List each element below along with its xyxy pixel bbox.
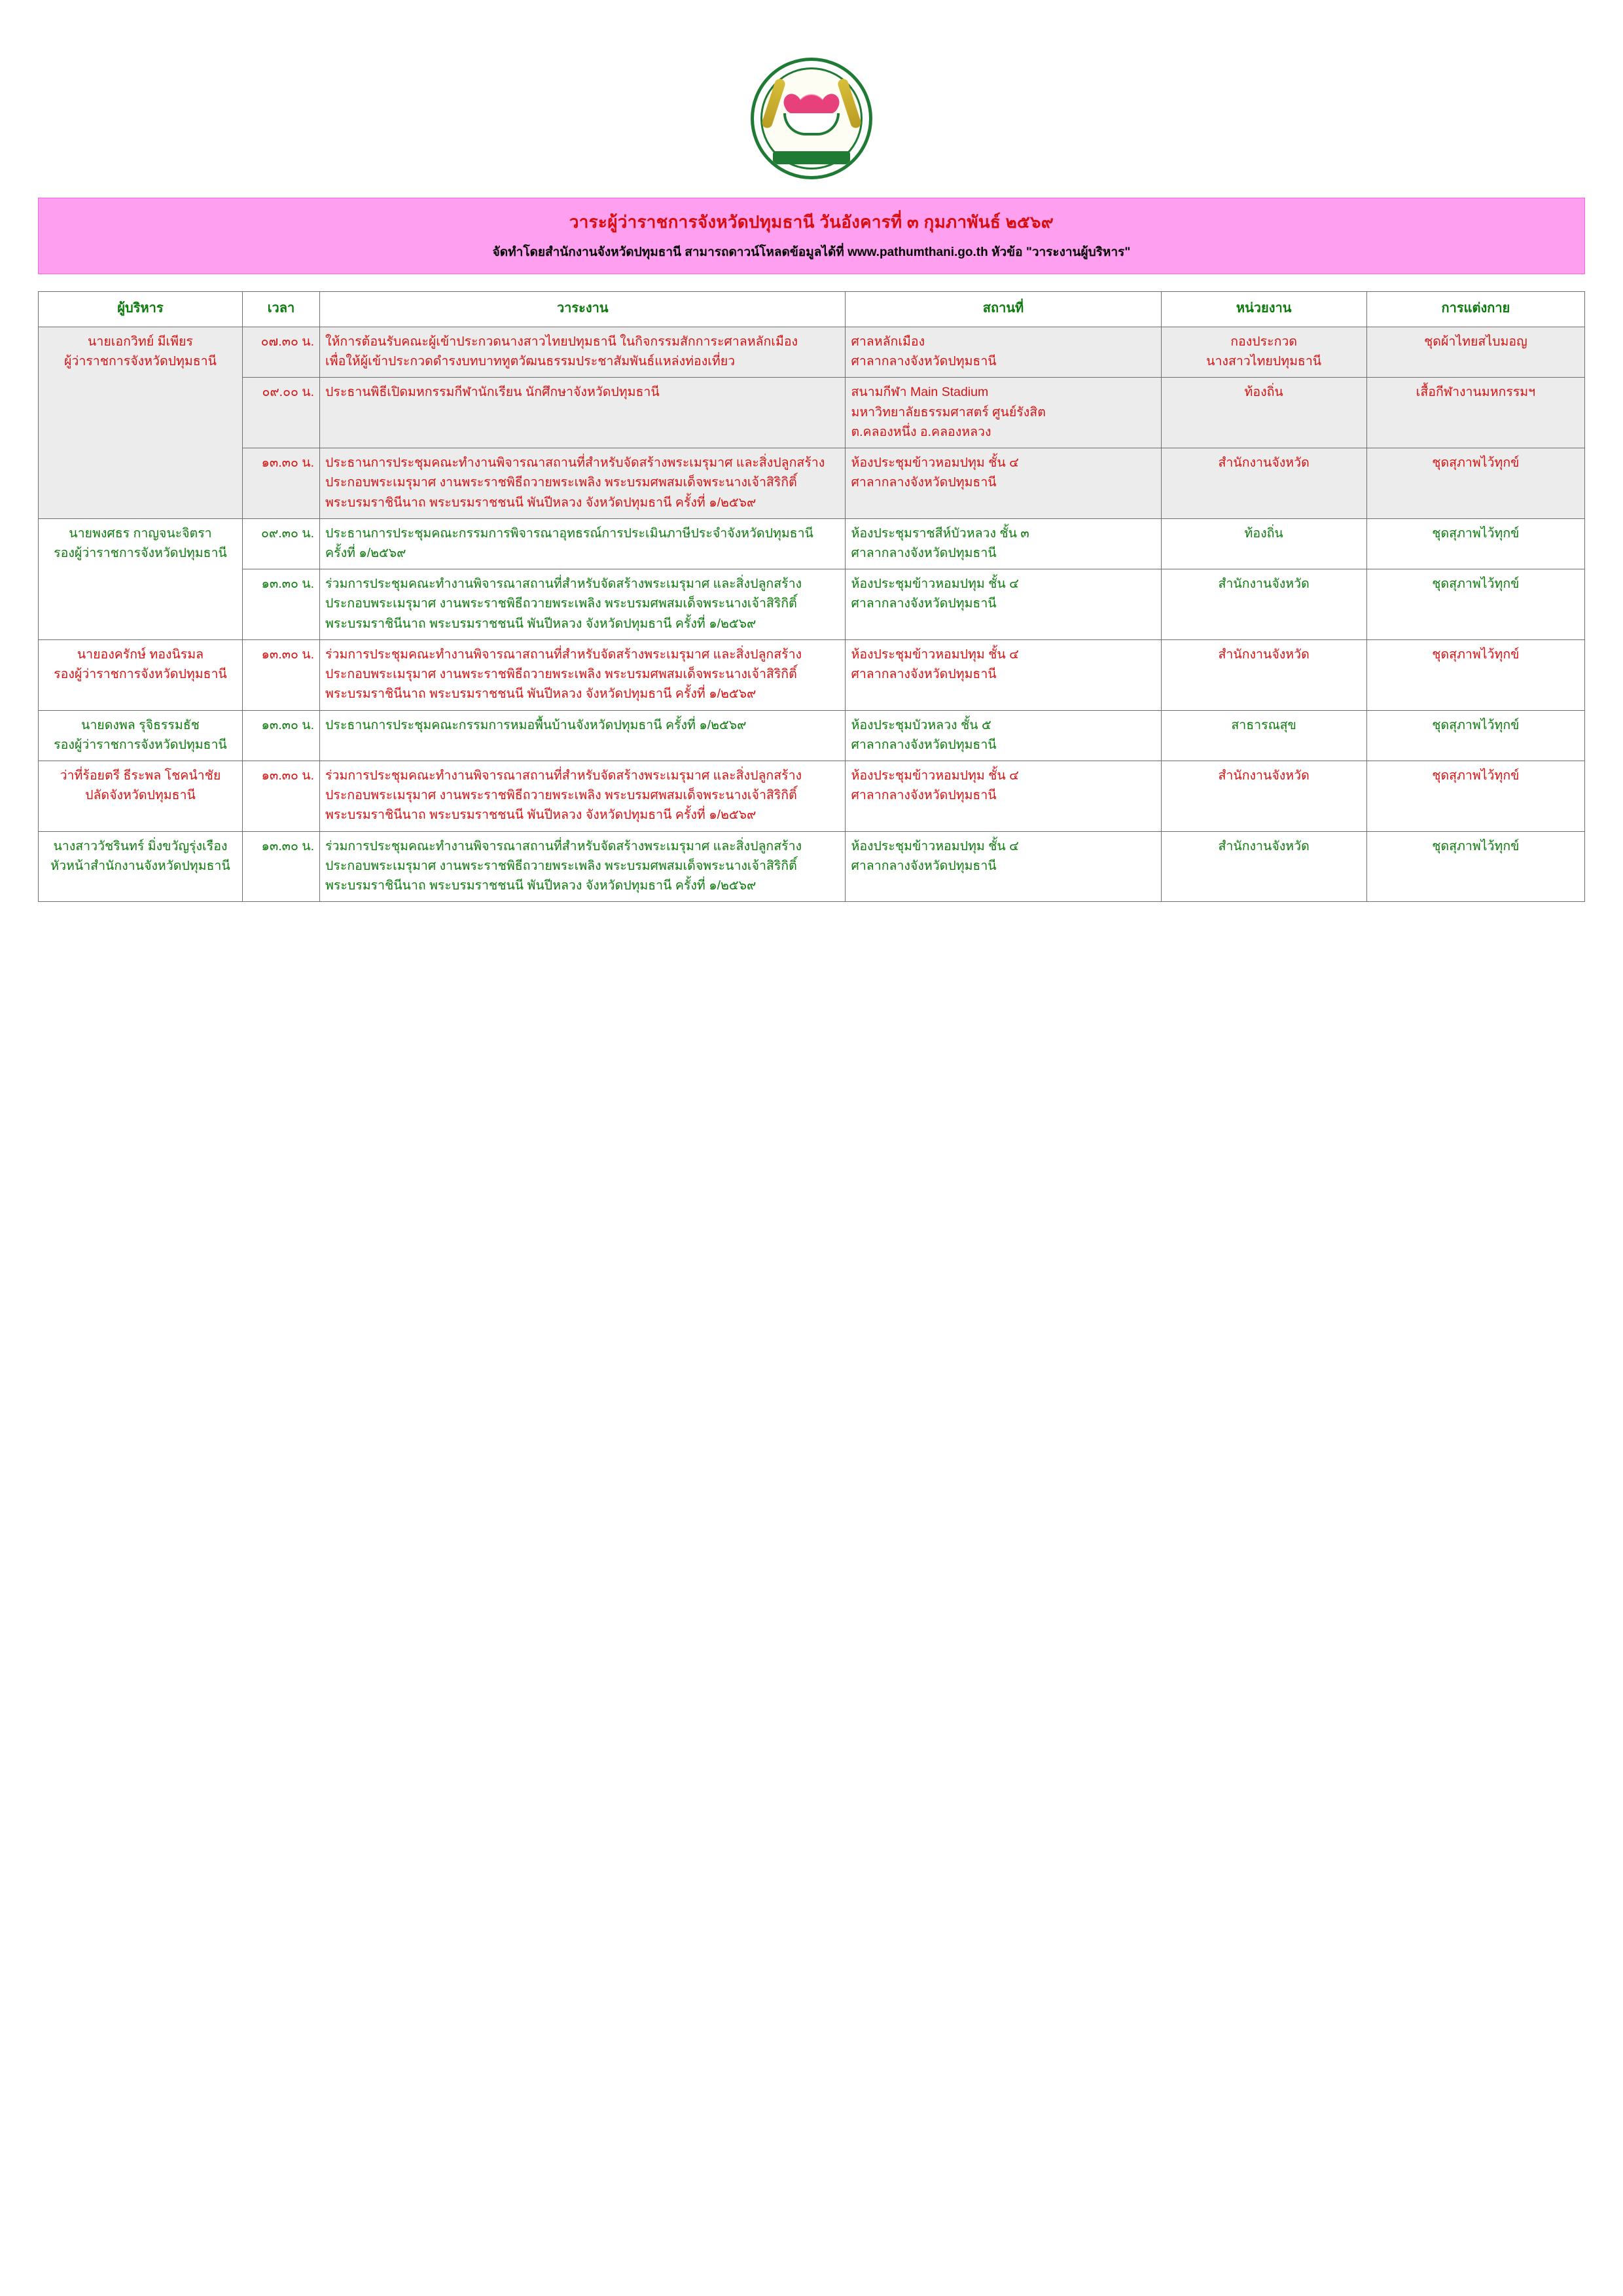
time-cell: ๐๗.๓๐ น.	[242, 327, 319, 378]
executive-cell	[39, 761, 243, 831]
executive-name: นายดงพล รุจิธรรมธัช	[81, 717, 200, 732]
dress-code-cell: ชุดสุภาพไว้ทุกข์	[1366, 710, 1584, 761]
organization-cell: สำนักงานจังหวัด	[1161, 639, 1366, 710]
executive-title: รองผู้ว่าราชการจังหวัดปทุมธานี	[54, 737, 227, 752]
executive-title: รองผู้ว่าราชการจังหวัดปทุมธานี	[54, 667, 227, 682]
dress-code-cell: ชุดสุภาพไว้ทุกข์	[1366, 569, 1584, 640]
organization-cell: สำนักงานจังหวัด	[1161, 761, 1366, 831]
executive-title: ผู้ว่าราชการจังหวัดปทุมธานี	[64, 354, 217, 369]
time-cell: ๑๓.๓๐ น.	[242, 639, 319, 710]
executive-name: นายเอกวิทย์ มีเพียร	[88, 334, 193, 349]
emblem-container	[38, 0, 1585, 198]
task-cell: ให้การต้อนรับคณะผู้เข้าประกวดนางสาวไทยปทุมธานี ในกิจกรรมสักการะศาลหลักเมือง เพื่อให้ผู้เข้าประกวดดำรงบทบาททูตวัฒนธรรมประชาสัมพันธ์แหล่งท่องเที่ยว	[320, 327, 846, 378]
place-cell: ห้องประชุมราชสีห์บัวหลวง ชั้น ๓ ศาลากลางจังหวัดปทุมธานี	[846, 518, 1161, 569]
column-header-time: เวลา	[242, 292, 319, 327]
table-row	[39, 710, 1585, 761]
time-cell: ๑๓.๓๐ น.	[242, 569, 319, 640]
task-cell: ร่วมการประชุมคณะทำงานพิจารณาสถานที่สำหรับจัดสร้างพระเมรุมาศ และสิ่งปลูกสร้าง ประกอบพระเมรุมาศ งานพระราชพิธีถวายพระเพลิง พระบรมศพสมเด็จพระนางเจ้าสิริกิติ์ พระบรมราชินีนาถ พระบรมราชชนนี พันปีหลวง จังหวัดปทุมธานี ครั้งที่ ๑/๒๕๖๙	[320, 761, 846, 831]
organization-cell: ท้องถิ่น	[1161, 378, 1366, 448]
time-cell: ๑๓.๓๐ น.	[242, 831, 319, 902]
organization-cell: สำนักงานจังหวัด	[1161, 569, 1366, 640]
place-cell: ห้องประชุมบัวหลวง ชั้น ๕ ศาลากลางจังหวัดปทุมธานี	[846, 710, 1161, 761]
column-header-dress-code: การแต่งกาย	[1366, 292, 1584, 327]
table-header-row	[39, 292, 1585, 327]
organization-cell: สาธารณสุข	[1161, 710, 1366, 761]
executive-title: ปลัดจังหวัดปทุมธานี	[85, 788, 196, 803]
agenda-table-body	[39, 327, 1585, 902]
dress-code-cell: ชุดสุภาพไว้ทุกข์	[1366, 761, 1584, 831]
task-cell: ประธานการประชุมคณะทำงานพิจารณาสถานที่สำหรับจัดสร้างพระเมรุมาศ และสิ่งปลูกสร้าง ประกอบพระเมรุมาศ งานพระราชพิธีถวายพระเพลิง พระบรมศพสมเด็จพระนางเจ้าสิริกิติ์ พระบรมราชินีนาถ พระบรมราชชนนี พันปีหลวง จังหวัดปทุมธานี ครั้งที่ ๑/๒๕๖๙	[320, 448, 846, 519]
table-row	[39, 378, 1585, 448]
organization-cell: กองประกวด นางสาวไทยปทุมธานี	[1161, 327, 1366, 378]
table-row	[39, 327, 1585, 378]
place-cell: ห้องประชุมข้าวหอมปทุม ชั้น ๔ ศาลากลางจังหวัดปทุมธานี	[846, 831, 1161, 902]
executive-title: รองผู้ว่าราชการจังหวัดปทุมธานี	[54, 545, 227, 560]
executive-name: นายองครักษ์ ทองนิรมล	[77, 647, 204, 662]
place-cell: ศาลหลักเมือง ศาลากลางจังหวัดปทุมธานี	[846, 327, 1161, 378]
time-cell: ๐๙.๐๐ น.	[242, 378, 319, 448]
place-cell: ห้องประชุมข้าวหอมปทุม ชั้น ๔ ศาลากลางจังหวัดปทุมธานี	[846, 639, 1161, 710]
place-cell: ห้องประชุมข้าวหอมปทุม ชั้น ๔ ศาลากลางจังหวัดปทุมธานี	[846, 569, 1161, 640]
time-cell: ๐๙.๓๐ น.	[242, 518, 319, 569]
task-cell: ร่วมการประชุมคณะทำงานพิจารณาสถานที่สำหรับจัดสร้างพระเมรุมาศ และสิ่งปลูกสร้าง ประกอบพระเมรุมาศ งานพระราชพิธีถวายพระเพลิง พระบรมศพสมเด็จพระนางเจ้าสิริกิติ์ พระบรมราชินีนาถ พระบรมราชชนนี พันปีหลวง จังหวัดปทุมธานี ครั้งที่ ๑/๒๕๖๙	[320, 831, 846, 902]
executive-title: หัวหน้าสำนักงานจังหวัดปทุมธานี	[50, 858, 230, 873]
pathum-thani-provincial-emblem-icon	[751, 58, 872, 179]
organization-cell: ท้องถิ่น	[1161, 518, 1366, 569]
task-cell: ร่วมการประชุมคณะทำงานพิจารณาสถานที่สำหรับจัดสร้างพระเมรุมาศ และสิ่งปลูกสร้าง ประกอบพระเมรุมาศ งานพระราชพิธีถวายพระเพลิง พระบรมศพสมเด็จพระนางเจ้าสิริกิติ์ พระบรมราชินีนาถ พระบรมราชชนนี พันปีหลวง จังหวัดปทุมธานี ครั้งที่ ๑/๒๕๖๙	[320, 639, 846, 710]
executive-name: นางสาววัชรินทร์ มิ่งขวัญรุ่งเรือง	[53, 838, 228, 853]
task-cell: ร่วมการประชุมคณะทำงานพิจารณาสถานที่สำหรับจัดสร้างพระเมรุมาศ และสิ่งปลูกสร้าง ประกอบพระเมรุมาศ งานพระราชพิธีถวายพระเพลิง พระบรมศพสมเด็จพระนางเจ้าสิริกิติ์ พระบรมราชินีนาถ พระบรมราชชนนี พันปีหลวง จังหวัดปทุมธานี ครั้งที่ ๑/๒๕๖๙	[320, 569, 846, 640]
column-header-organization: หน่วยงาน	[1161, 292, 1366, 327]
dress-code-cell: ชุดสุภาพไว้ทุกข์	[1366, 518, 1584, 569]
place-cell: ห้องประชุมข้าวหอมปทุม ชั้น ๔ ศาลากลางจังหวัดปทุมธานี	[846, 761, 1161, 831]
executive-name: นายพงศธร กาญจนะจิตรา	[69, 526, 212, 541]
organization-cell: สำนักงานจังหวัด	[1161, 448, 1366, 519]
table-row	[39, 569, 1585, 640]
dress-code-cell: ชุดสุภาพไว้ทุกข์	[1366, 831, 1584, 902]
table-row	[39, 761, 1585, 831]
place-cell: สนามกีฬา Main Stadium มหาวิทยาลัยธรรมศาสตร์ ศูนย์รังสิต ต.คลองหนึ่ง อ.คลองหลวง	[846, 378, 1161, 448]
table-row	[39, 518, 1585, 569]
column-header-executive: ผู้บริหาร	[39, 292, 243, 327]
place-cell: ห้องประชุมข้าวหอมปทุม ชั้น ๔ ศาลากลางจังหวัดปทุมธานี	[846, 448, 1161, 519]
executive-cell	[39, 639, 243, 710]
dress-code-cell: ชุดผ้าไทยสไบมอญ	[1366, 327, 1584, 378]
task-cell: ประธานพิธีเปิดมหกรรมกีฬานักเรียน นักศึกษาจังหวัดปทุมธานี	[320, 378, 846, 448]
time-cell: ๑๓.๓๐ น.	[242, 448, 319, 519]
agenda-table	[38, 291, 1585, 902]
task-cell: ประธานการประชุมคณะกรรมการพิจารณาอุทธรณ์การประเมินภาษีประจำจังหวัดปทุมธานี ครั้งที่ ๑/๒๕๖๙	[320, 518, 846, 569]
executive-cell	[39, 710, 243, 761]
emblem-banner	[773, 151, 850, 164]
table-row	[39, 448, 1585, 519]
executive-cell	[39, 327, 243, 519]
lotus-icon	[791, 90, 832, 116]
time-cell: ๑๓.๓๐ น.	[242, 761, 319, 831]
executive-name: ว่าที่ร้อยตรี ธีระพล โชคนำชัย	[60, 768, 221, 783]
title-banner	[38, 198, 1585, 274]
executive-cell	[39, 518, 243, 639]
executive-cell	[39, 831, 243, 902]
dress-code-cell: ชุดสุภาพไว้ทุกข์	[1366, 639, 1584, 710]
page-title: วาระผู้ว่าราชการจังหวัดปทุมธานี วันอังคารที่ ๓ กุมภาพันธ์ ๒๕๖๙	[569, 212, 1054, 232]
page-subtitle: จัดทำโดยสำนักงานจังหวัดปทุมธานี สามารถดาวน์โหลดข้อมูลได้ที่ www.pathumthani.go.th หัวข้อ "วาระงานผู้บริหาร"	[492, 245, 1131, 259]
table-row	[39, 831, 1585, 902]
dress-code-cell: เสื้อกีฬางานมหกรรมฯ	[1366, 378, 1584, 448]
column-header-place: สถานที่	[846, 292, 1161, 327]
organization-cell: สำนักงานจังหวัด	[1161, 831, 1366, 902]
task-cell: ประธานการประชุมคณะกรรมการหมอพื้นบ้านจังหวัดปทุมธานี ครั้งที่ ๑/๒๕๖๙	[320, 710, 846, 761]
table-row	[39, 639, 1585, 710]
time-cell: ๑๓.๓๐ น.	[242, 710, 319, 761]
dress-code-cell: ชุดสุภาพไว้ทุกข์	[1366, 448, 1584, 519]
column-header-task: วาระงาน	[320, 292, 846, 327]
